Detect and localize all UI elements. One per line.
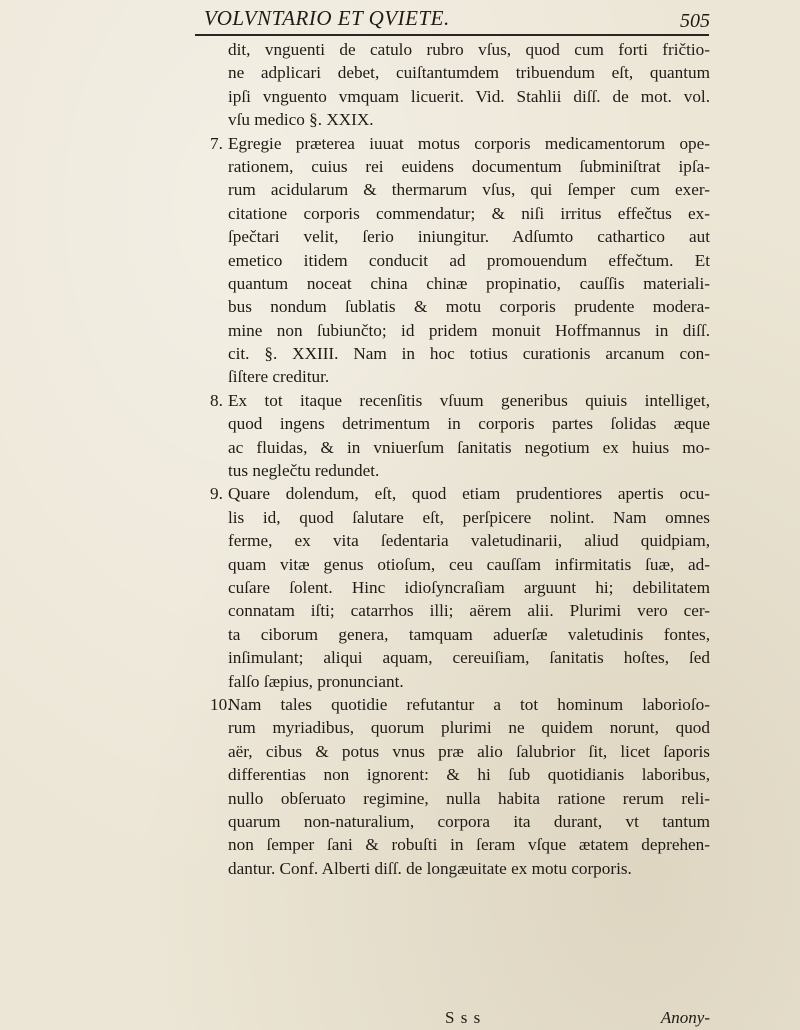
line-text: ferme, ex vita ſedentaria valetudinarii, aliud quidpiam, (228, 531, 710, 551)
text-line (210, 342, 710, 365)
text-line (210, 412, 710, 435)
line-text: Ex tot itaque recenſitis vſuum generibus quiuis intelliget, (228, 390, 710, 410)
text-line (210, 787, 710, 810)
line-text: aër, cibus & potus vnus prӕ alio ſalubrior ſit, licet ſaporis (228, 741, 710, 761)
line-text: Nam tales quotidie refutantur a tot hominum laborioſo- (228, 694, 710, 714)
line-text: mine non ſubiunčto; id pridem monuit Hoffmannus in diſſ. (228, 320, 710, 340)
line-text: quantum noceat china chinӕ propinatio, cauſſis materiali- (228, 273, 710, 293)
text-line (210, 670, 710, 693)
text-line (210, 529, 710, 552)
text-line (210, 389, 710, 412)
page-footer (210, 1008, 710, 1030)
text-line (210, 108, 710, 131)
line-text: rum myriadibus, quorum plurimi ne quidem norunt, quod (228, 718, 710, 738)
line-text: ſpečtari velit, ſerio iniungitur. Adſumto cathartico aut (228, 227, 710, 247)
text-line (210, 272, 710, 295)
text-line (210, 810, 710, 833)
line-text: bus nondum ſublatis & motu corporis prudente modera- (228, 297, 710, 317)
text-line (210, 249, 710, 272)
text-line (210, 38, 710, 61)
line-text: dit, vnguenti de catulo rubro vſus, quod cum forti fričtio- (228, 40, 710, 59)
text-line (210, 833, 710, 856)
text-line (210, 61, 710, 84)
line-text: tus neglečtu redundet. (228, 461, 380, 481)
text-line (210, 693, 710, 716)
line-text: Quare dolendum, eſt, quod etiam prudentiores apertis ocu- (228, 484, 710, 504)
line-text: cit. §. XXIII. Nam in hoc totius curationis arcanum con- (228, 344, 710, 364)
line-text: rationem, cuius rei euidens documentum ſubminiſtrat ipſa- (228, 156, 710, 176)
line-text: citatione corporis commendatur; & niſi irritus effečtus ex- (228, 203, 710, 223)
line-text: non ſemper ſani & robuſti in ſeram vſque ӕtatem deprehen- (228, 835, 710, 855)
line-text: ta ciborum genera, tamquam aduerſӕ valetudinis fontes, (228, 624, 710, 644)
text-line (210, 365, 710, 388)
line-text: Egregie prӕterea iuuat motus corporis medicamentorum ope- (228, 133, 710, 153)
paragraph-number: 8. (210, 390, 223, 410)
text-line (210, 576, 710, 599)
text-line (210, 553, 710, 576)
line-text: lis id, quod ſalutare eſt, perſpicere nolint. Nam omnes (228, 507, 710, 527)
line-text: differentias non ignorent: & hi ſub quotidianis laboribus, (228, 765, 710, 785)
text-line (210, 763, 710, 786)
text-line (210, 482, 710, 505)
text-line (210, 155, 710, 178)
text-line (210, 599, 710, 622)
text-line (210, 85, 710, 108)
page-number: 505 (680, 10, 710, 32)
header-rule (195, 34, 709, 36)
line-text: dantur. Conf. Alberti diſſ. de longӕuitate ex motu corporis. (228, 858, 632, 878)
text-line (210, 506, 710, 529)
paragraph-number: 10. (210, 694, 232, 714)
paragraph-number: 7. (210, 133, 223, 153)
line-text: nullo obſeruato regimine, nulla habita ratione rerum reli- (228, 788, 710, 808)
line-text: emetico itidem conducit ad promouendum effečtum. Et (228, 250, 710, 270)
text-line (210, 740, 710, 763)
text-line (210, 132, 710, 155)
text-line (210, 319, 710, 342)
body-text (210, 38, 710, 880)
text-line (210, 459, 710, 482)
catchword: Anony- (660, 1008, 710, 1027)
line-text: quam vitӕ genus otioſum, ceu cauſſam infirmitatis ſuӕ, ad- (228, 554, 710, 574)
line-text: ſiſtere creditur. (228, 367, 330, 387)
line-text: cuſare ſolent. Hinc idioſyncraſiam arguunt hi; debilitatem (228, 577, 710, 597)
line-text: ne adplicari debet, cuiſtantumdem tribuendum eſt, quantum (228, 63, 710, 83)
text-line (210, 716, 710, 739)
text-line (210, 225, 710, 248)
line-text: rum acidularum & thermarum vſus, qui ſemper cum exer- (228, 180, 710, 200)
line-text: quod ingens detrimentum in corporis partes ſolidas ӕque (228, 414, 710, 434)
text-line (210, 295, 710, 318)
text-line (210, 646, 710, 669)
text-line (210, 436, 710, 459)
line-text: connatam iſti; catarrhos illi; aërem alii. Plurimi vero cer- (228, 601, 710, 621)
line-text: falſo ſӕpius, pronunciant. (228, 671, 404, 691)
line-text: quarum non-naturalium, corpora ita durant, vt tantum (228, 811, 710, 831)
page-header (200, 6, 710, 36)
text-line (210, 178, 710, 201)
text-line (210, 857, 710, 880)
line-text: vſu medico §. XXIX. (228, 110, 374, 130)
text-line (210, 623, 710, 646)
running-head: VOLVNTARIO ET QVIETE. (204, 6, 450, 30)
signature-mark: S s s (445, 1008, 482, 1027)
paragraph-number: 9. (210, 484, 223, 504)
line-text: ac fluidas, & in vniuerſum ſanitatis negotium ex huius mo- (228, 437, 710, 457)
line-text: ipſi vnguento vmquam licuerit. Vid. Stahlii diſſ. de mot. vol. (228, 86, 710, 106)
text-line (210, 202, 710, 225)
line-text: inſimulant; aliqui aquam, cereuiſiam, ſanitatis hoſtes, ſed (228, 648, 710, 668)
